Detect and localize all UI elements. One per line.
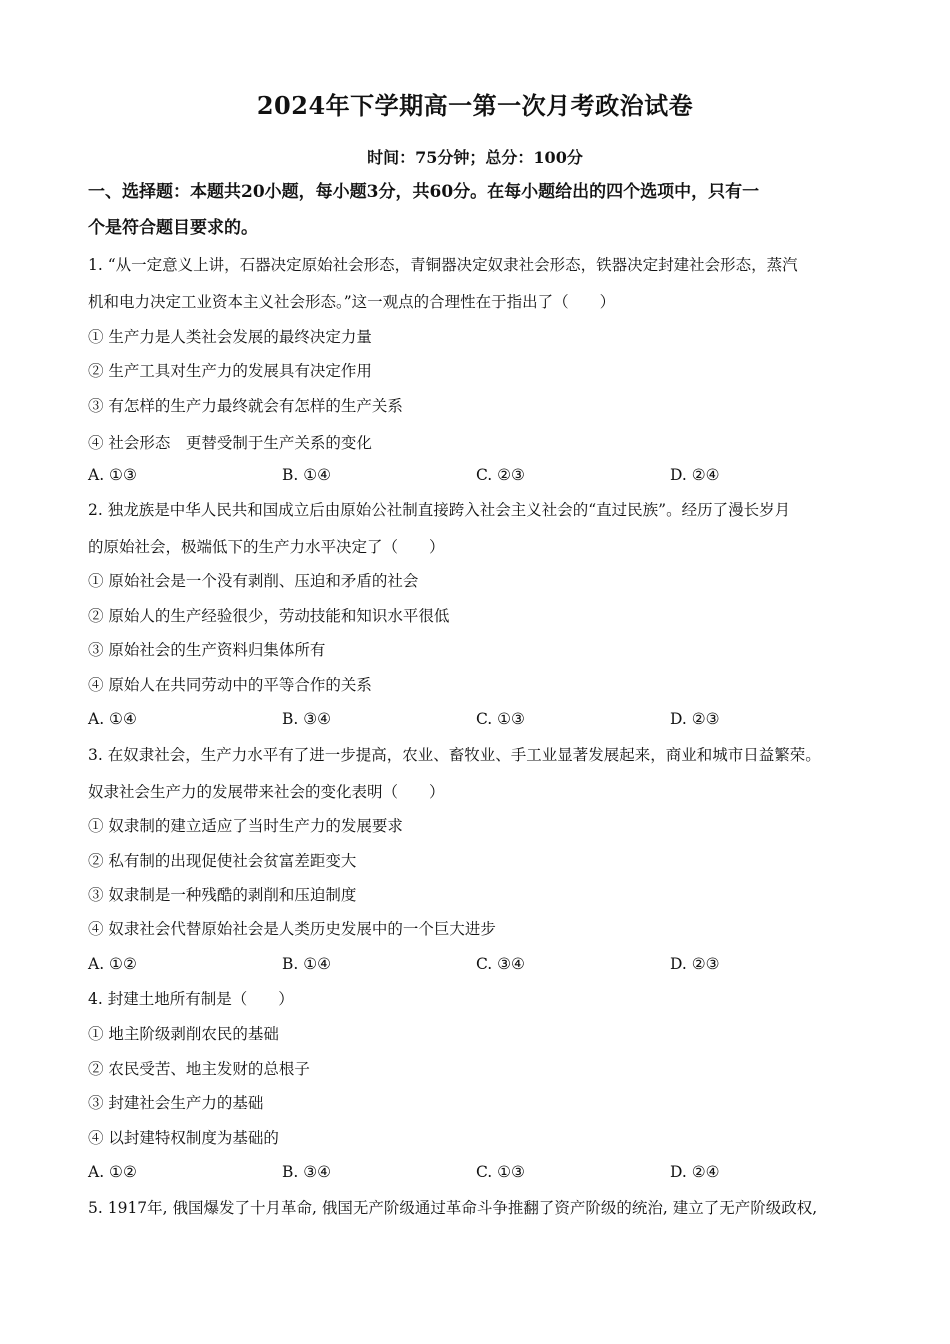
q1-stem-line1: 1. “从一定意义上讲，石器决定原始社会形态，青铜器决定奴隶社会形态，铁器决定封建社会形态，蒸汽 <box>88 256 798 274</box>
q2-options <box>88 708 888 730</box>
q4-statement-3: ③ 封建社会生产力的基础 <box>88 1094 264 1112</box>
q2-option-a[interactable]: A. ①④ <box>88 710 137 728</box>
section-heading-line2: 个是符合题目要求的。 <box>88 218 258 238</box>
q5-stem-line1: 5. 1917年, 俄国爆发了十月革命, 俄国无产阶级通过革命斗争推翻了资产阶级的统治, 建立了无产阶级政权, <box>88 1199 818 1217</box>
q1-statement-1: ① 生产力是人类社会发展的最终决定力量 <box>88 328 372 346</box>
q3-stem-line1: 3. 在奴隶社会，生产力水平有了进一步提高，农业、畜牧业、手工业显著发展起来，商业和城市日益繁荣。 <box>88 746 821 764</box>
q3-statement-1: ① 奴隶制的建立适应了当时生产力的发展要求 <box>88 817 403 835</box>
q3-stem-line2: 奴隶社会生产力的发展带来社会的变化表明（ ） <box>88 783 445 801</box>
q4-options <box>88 1161 888 1183</box>
q2-stem-line1: 2. 独龙族是中华人民共和国成立后由原始公社制直接跨入社会主义社会的“直过民族”。经历了漫长岁月 <box>88 501 791 519</box>
q3-statement-4: ④ 奴隶社会代替原始社会是人类历史发展中的一个巨大进步 <box>88 920 496 938</box>
exam-title: 2024年下学期高一第一次月考政治试卷 <box>256 91 694 120</box>
q2-stem-line2: 的原始社会，极端低下的生产力水平决定了（ ） <box>88 538 445 556</box>
q4-statement-2: ② 农民受苦、地主发财的总根子 <box>88 1060 310 1078</box>
q4-option-d[interactable]: D. ②④ <box>670 1163 720 1181</box>
section-heading-line1: 一、选择题：本题共20小题，每小题3分，共60分。在每小题给出的四个选项中，只有一 <box>88 182 760 202</box>
q3-option-b[interactable]: B. ①④ <box>282 955 332 973</box>
q2-statement-4: ④ 原始人在共同劳动中的平等合作的关系 <box>88 676 372 694</box>
q1-option-c[interactable]: C. ②③ <box>476 466 525 484</box>
q4-statement-4: ④ 以封建特权制度为基础的 <box>88 1129 279 1147</box>
exam-time-score: 时间：75分钟；总分：100分 <box>367 148 583 167</box>
q3-options <box>88 953 888 975</box>
q3-statement-2: ② 私有制的出现促使社会贫富差距变大 <box>88 852 357 870</box>
q3-statement-3: ③ 奴隶制是一种残酷的剥削和压迫制度 <box>88 886 357 904</box>
q2-option-b[interactable]: B. ③④ <box>282 710 332 728</box>
q2-statement-3: ③ 原始社会的生产资料归集体所有 <box>88 641 326 659</box>
q1-stem-line2: 机和电力决定工业资本主义社会形态。”这一观点的合理性在于指出了（ ） <box>88 293 616 311</box>
q4-option-c[interactable]: C. ①③ <box>476 1163 525 1181</box>
q3-option-d[interactable]: D. ②③ <box>670 955 720 973</box>
q4-stem-line1: 4. 封建土地所有制是（ ） <box>88 990 294 1008</box>
q1-statement-4: ④ 社会形态 更替受制于生产关系的变化 <box>88 434 372 452</box>
q4-option-a[interactable]: A. ①② <box>88 1163 137 1181</box>
q1-statement-2: ② 生产工具对生产力的发展具有决定作用 <box>88 362 372 380</box>
q1-options <box>88 464 888 486</box>
q1-option-a[interactable]: A. ①③ <box>88 466 137 484</box>
q3-option-c[interactable]: C. ③④ <box>476 955 525 973</box>
q2-option-d[interactable]: D. ②③ <box>670 710 720 728</box>
q2-statement-2: ② 原始人的生产经验很少，劳动技能和知识水平很低 <box>88 607 450 625</box>
q2-statement-1: ① 原始社会是一个没有剥削、压迫和矛盾的社会 <box>88 572 419 590</box>
q1-statement-3: ③ 有怎样的生产力最终就会有怎样的生产关系 <box>88 397 403 415</box>
q3-option-a[interactable]: A. ①② <box>88 955 137 973</box>
q1-option-b[interactable]: B. ①④ <box>282 466 332 484</box>
q4-statement-1: ① 地主阶级剥削农民的基础 <box>88 1025 279 1043</box>
q2-option-c[interactable]: C. ①③ <box>476 710 525 728</box>
q4-option-b[interactable]: B. ③④ <box>282 1163 332 1181</box>
q1-option-d[interactable]: D. ②④ <box>670 466 720 484</box>
